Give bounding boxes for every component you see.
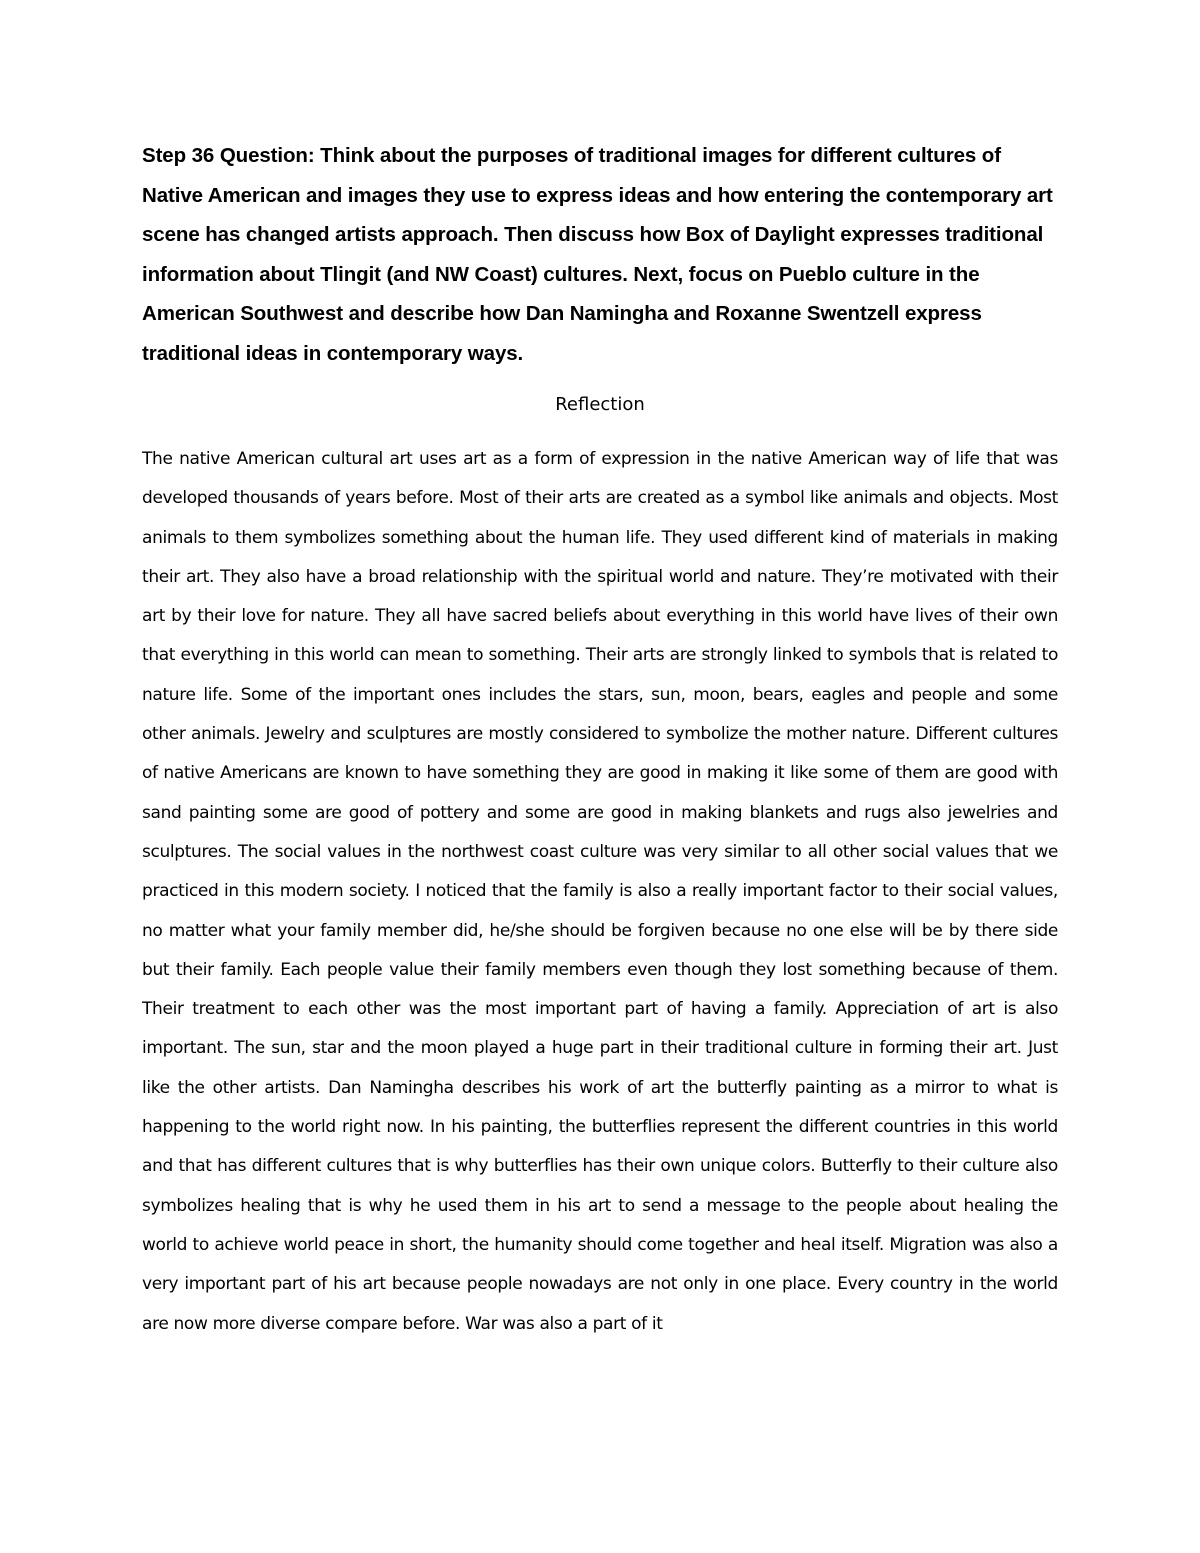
reflection-body: The native American cultural art uses art as a form of expression in the native American way of life that was developed thousands of years before. Most of their arts are created as a symbol like animals and objects. Most animals to them symbolizes something about the human life. They used different kind of materials in making their art. They also have a broad relationship with the spiritual world and nature. They’re motivated with their art by their love for nature. They all have sacred beliefs about everything in this world have lives of their own that everything in this world can mean to something. Their arts are strongly linked to symbols that is related to nature life. Some of the important ones includes the stars, sun, moon, bears, eagles and people and some other animals. Jewelry and sculptures are mostly considered to symbolize the mother nature. Different cultures of native Americans are known to have something they are good in making it like some of them are good with sand painting some are good of pottery and some are good in making blankets and rugs also jewelries and sculptures. The social values in the northwest coast culture was very similar to all other social values that we practiced in this modern society. I noticed that the family is also a really important factor to their social values, no matter what your family member did, he/she should be forgiven because no one else will be by there side but their family. Each people value their family members even though they lost something because of them. Their treatment to each other was the most important part of having a family. Appreciation of art is also important. The sun, star and the moon played a huge part in their traditional culture in forming their art. Just like the other artists. Dan Namingha describes his work of art the butterfly painting as a mirror to what is happening to the world right now. In his painting, the butterflies represent the different countries in this world and that has different cultures that is why butterflies has their own unique colors. Butterfly to their culture also symbolizes healing that is why he used them in his art to send a message to the people about healing the world to achieve world peace in short, the humanity should come together and heal itself. Migration was also a very important part of his art because people nowadays are not only in one place. Every country in the world are now more diverse compare before. War was also a part of it [142, 449, 1058, 1334]
reflection-heading: Reflection [555, 394, 645, 415]
question-text: Step 36 Question: Think about the purposes of traditional images for different cultures of Native American and images they use to express ideas and how entering the contemporary art scene has changed artists approach. Then discuss how Box of Daylight expresses traditional information about Tlingit (and NW Coast) cultures. Next, focus on Pueblo culture in the American Southwest and describe how Dan Namingha and Roxanne Swentzell express traditional ideas in contemporary ways. [142, 144, 1053, 365]
